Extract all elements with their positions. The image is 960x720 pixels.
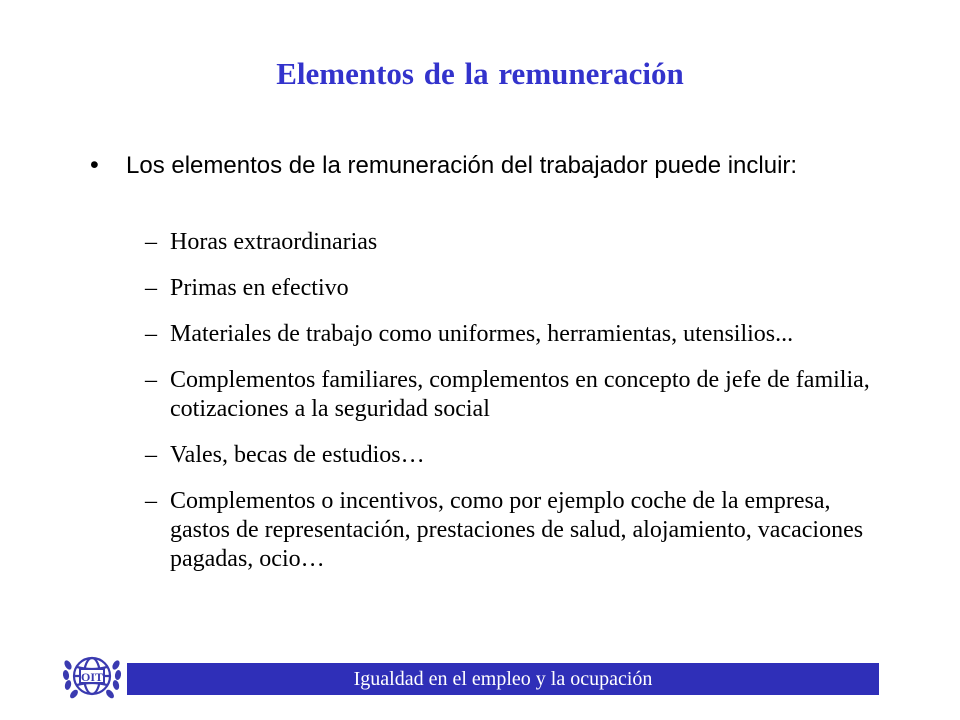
list-item — [145, 228, 905, 257]
list-item — [145, 366, 905, 424]
oit-logo-svg — [60, 645, 124, 709]
list-item-text: Complementos o incentivos, como por ejemplo coche de la empresa, gastos de representación, prestaciones de salud, alojamiento, vacaciones pagadas, ocio… — [170, 488, 864, 572]
list-item-text: Complementos familiares, complementos en concepto de jefe de familia, cotizaciones a la seguridad social — [170, 367, 870, 422]
bullet-text: Los elementos de la remuneración del trabajador puede incluir: — [126, 152, 798, 179]
bullet-mark: • — [90, 151, 99, 179]
list-item — [145, 441, 905, 470]
dash-mark: – — [145, 488, 157, 514]
dash-mark: – — [145, 367, 157, 393]
list-item-text: Horas extraordinarias — [170, 229, 378, 255]
bullet-row — [90, 150, 890, 181]
slide-title: Elementos de la remuneración — [276, 56, 684, 91]
dash-mark: – — [145, 442, 157, 468]
sub-list — [145, 228, 905, 591]
list-item — [145, 274, 905, 303]
list-item — [145, 320, 905, 349]
list-item — [145, 487, 905, 574]
list-item-text: Materiales de trabajo como uniformes, herramientas, utensilios... — [170, 321, 794, 347]
list-item-text: Vales, becas de estudios… — [170, 442, 425, 468]
list-item-text: Primas en efectivo — [170, 275, 349, 301]
dash-mark: – — [145, 275, 157, 301]
footer-bar — [127, 663, 879, 695]
footer-text: Igualdad en el empleo y la ocupación — [353, 668, 653, 690]
logo-text: OIT — [80, 670, 104, 684]
oit-laurel-logo-icon — [60, 645, 124, 709]
main-bullet — [90, 150, 890, 181]
dash-mark: – — [145, 321, 157, 347]
dash-mark: – — [145, 229, 157, 255]
